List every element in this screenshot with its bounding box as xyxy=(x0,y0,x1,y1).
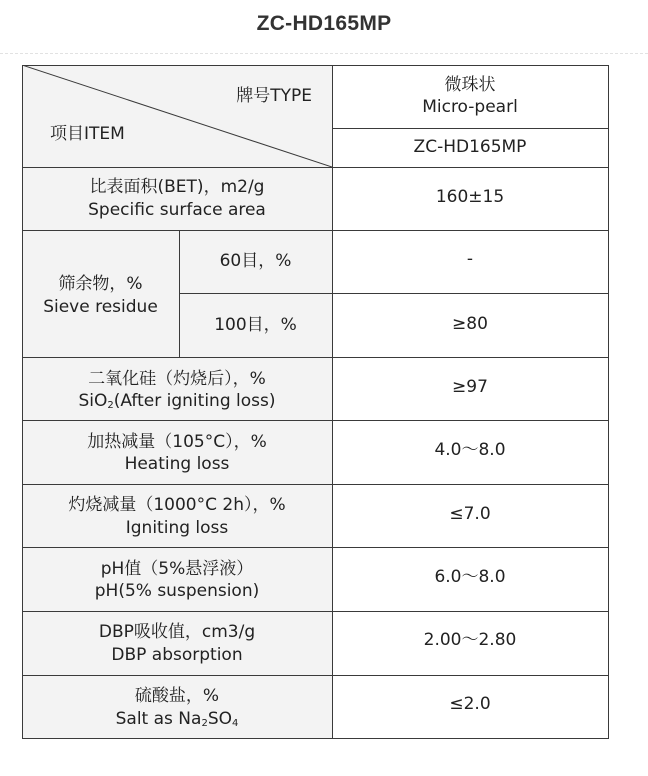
row-value: ≤7.0 xyxy=(449,504,491,524)
row-value-cell xyxy=(332,611,608,675)
row-divider xyxy=(179,293,608,294)
row-divider xyxy=(22,547,608,548)
row-value-cell xyxy=(332,484,608,547)
row-value-cell xyxy=(332,230,608,293)
border-right xyxy=(608,65,609,739)
type-label: 牌号TYPE xyxy=(236,86,312,106)
border-top xyxy=(22,65,608,66)
row-label-cell xyxy=(22,420,332,484)
row-value: ≥80 xyxy=(452,314,488,334)
row-label-cn: 灼烧减量（1000°C 2h），% xyxy=(68,495,286,515)
row-label-cn: DBP吸收值，cm3/g xyxy=(98,622,256,642)
row-label-en: Igniting loss xyxy=(125,518,229,538)
header-model-cell xyxy=(332,128,608,167)
row-value-cell xyxy=(332,357,608,420)
row-label-en: DBP absorption xyxy=(111,645,243,665)
row-label-en: Sieve residue xyxy=(43,297,158,317)
row-label-en: pH(5% suspension) xyxy=(94,581,260,601)
page-title: ZC-HD165MP xyxy=(256,12,392,35)
row-label-cn: 加热减量（105°C），% xyxy=(87,432,267,452)
row-label-cell xyxy=(22,167,332,230)
row-divider xyxy=(22,230,608,231)
row-divider xyxy=(22,357,608,358)
row-label-en: Salt as $Na_2SO_4$ xyxy=(115,709,239,729)
item-label: 项目ITEM xyxy=(50,124,125,144)
row-value-cell xyxy=(332,675,608,738)
row-label-cell xyxy=(22,230,179,357)
row-value: ≤2.0 xyxy=(449,694,491,714)
row-label-en: SiO$_2$(After igniting loss) xyxy=(78,391,276,411)
divider xyxy=(0,53,648,54)
row-value-cell xyxy=(332,293,608,357)
border-bottom xyxy=(22,738,609,739)
row-value-cell xyxy=(332,547,608,611)
row-label-cn: 比表面积(BET)，m2/g xyxy=(89,177,265,197)
row-divider xyxy=(22,167,608,168)
diagonal-line xyxy=(22,65,332,167)
row-label-cell xyxy=(22,357,332,420)
row-label-cell xyxy=(22,611,332,675)
row-label-cn: pH值（5%悬浮液） xyxy=(100,559,254,579)
product-name-en: Micro-pearl xyxy=(422,97,518,117)
product-name-cn: 微珠状 xyxy=(444,75,496,95)
row-value: 6.0～8.0 xyxy=(434,567,506,587)
row-label-cell xyxy=(22,547,332,611)
sub-label: 100目，% xyxy=(214,315,297,335)
row-label-en: Heating loss xyxy=(124,454,230,474)
row-label-cn: 二氧化硅（灼烧后），% xyxy=(88,369,266,389)
sub-label: 60目，% xyxy=(219,251,292,271)
row-value: ≥97 xyxy=(452,377,488,397)
sub-label-cell xyxy=(179,293,332,357)
row-label-cell xyxy=(22,675,332,738)
row-label-cell xyxy=(22,484,332,547)
row-label-cn: 硫酸盐，% xyxy=(134,686,220,706)
row-divider xyxy=(22,484,608,485)
header-product-cell xyxy=(332,65,608,128)
row-value: 160±15 xyxy=(435,187,505,207)
sub-label-cell xyxy=(179,230,332,293)
row-value: - xyxy=(466,249,474,269)
row-value: 2.00～2.80 xyxy=(423,630,517,650)
row-label-cn: 筛余物，% xyxy=(58,274,143,294)
row-value-cell xyxy=(332,420,608,484)
header-diagonal-cell xyxy=(22,65,332,167)
row-value: 4.0～8.0 xyxy=(434,440,506,460)
row-value-cell xyxy=(332,167,608,230)
row-divider xyxy=(22,675,608,676)
product-model: ZC-HD165MP xyxy=(413,137,527,157)
row-divider xyxy=(332,128,608,129)
row-divider xyxy=(22,420,608,421)
row-divider xyxy=(22,611,608,612)
row-label-en: Specific surface area xyxy=(88,200,266,220)
